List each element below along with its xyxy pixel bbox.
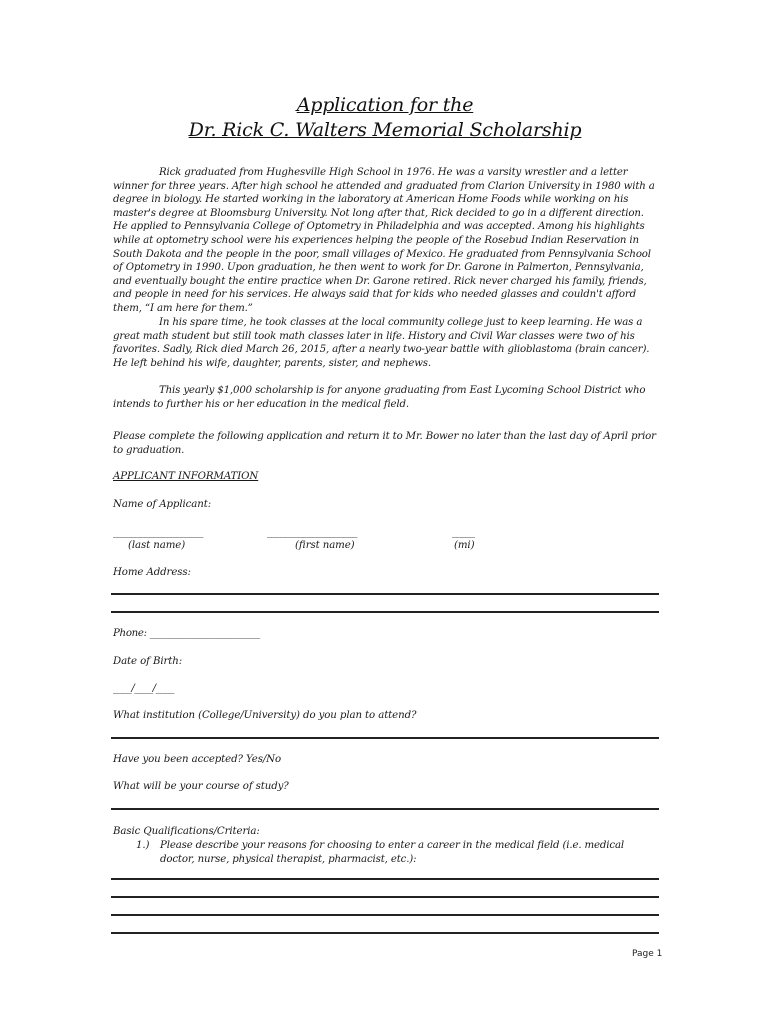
section-heading: APPLICANT INFORMATION: [113, 471, 259, 482]
first-name-caption: (first name): [295, 540, 355, 551]
criteria-heading: Basic Qualifications/Criteria:: [113, 826, 260, 837]
middle-initial-field[interactable]: _____: [452, 527, 475, 538]
address-line-1[interactable]: [111, 593, 659, 595]
phone-field[interactable]: Phone: _______________________: [113, 628, 260, 639]
course-line[interactable]: [111, 808, 659, 810]
spare-time-paragraph: In his spare time, he took classes at the local community college just to keep learning. He was a great math student but still took math classes later in life. History and Civil War classes were two of his favorites. Sadly, Rick died March 26, 2015, after a nearly two-year battle with glioblastoma (brain cancer). He left behind his wife, daughter, parents, sister, and nephews.: [113, 317, 650, 369]
accepted-label: Have you been accepted? Yes/No: [113, 754, 282, 765]
address-label: Home Address:: [113, 567, 191, 578]
answer-line-1[interactable]: [111, 878, 659, 880]
course-label: What will be your course of study?: [113, 781, 289, 792]
dob-label: Date of Birth:: [113, 656, 183, 667]
title-line-2: Dr. Rick C. Walters Memorial Scholarship: [188, 119, 582, 141]
question-1-number: 1.): [136, 840, 150, 851]
question-1-text: Please describe your reasons for choosing to enter a career in the medical field (i.e. medical doctor, nurse, physical therapist, pharmacist, etc.):: [160, 840, 624, 865]
address-line-2[interactable]: [111, 611, 659, 613]
first-name-field[interactable]: ____________________: [267, 527, 357, 538]
instructions-paragraph: Please complete the following application and return it to Mr. Bower no later than the last day of April prior to graduation.: [113, 431, 656, 456]
scholarship-paragraph: This yearly $1,000 scholarship is for anyone graduating from East Lycoming School District who intends to further his or her education in the medical field.: [113, 385, 646, 410]
answer-line-3[interactable]: [111, 914, 659, 916]
institution-label: What institution (College/University) do you plan to attend?: [113, 710, 417, 721]
page-number: Page 1: [632, 949, 663, 959]
title-line-1: Application for the: [296, 94, 474, 116]
middle-initial-caption: (mi): [454, 540, 475, 551]
institution-line[interactable]: [111, 737, 659, 739]
last-name-field[interactable]: ____________________: [113, 527, 203, 538]
name-label: Name of Applicant:: [113, 499, 212, 510]
dob-field[interactable]: ____/____/____: [113, 683, 174, 694]
answer-line-4[interactable]: [111, 932, 659, 934]
answer-line-2[interactable]: [111, 896, 659, 898]
bio-paragraph: Rick graduated from Hughesville High School in 1976. He was a varsity wrestler and a letter winner for three years. After high school he attended and graduated from Clarion University in 1980 with a degree in biology. He started working in the laboratory at American Home Foods while working on his master's degree at Bloomsburg University. Not long after that, Rick decided to go in a different direction. He applied to Pennsylvania College of Optometry in Philadelphia and was accepted. Among his highlights while at optometry school were his experiences helping the people of the Rosebud Indian Reservation in South Dakota and the people in the poor, small villages of Mexico. He graduated from Pennsylvania School of Optometry in 1990. Upon graduation, he then went to work for Dr. Garone in Palmerton, Pennsylvania, and eventually bought the entire practice when Dr. Garone retired. Rick never charged his family, friends, and people in need for his services. He always said that for kids who needed glasses and couldn't afford them, “I am here for them.”: [113, 167, 655, 314]
last-name-caption: (last name): [128, 540, 186, 551]
